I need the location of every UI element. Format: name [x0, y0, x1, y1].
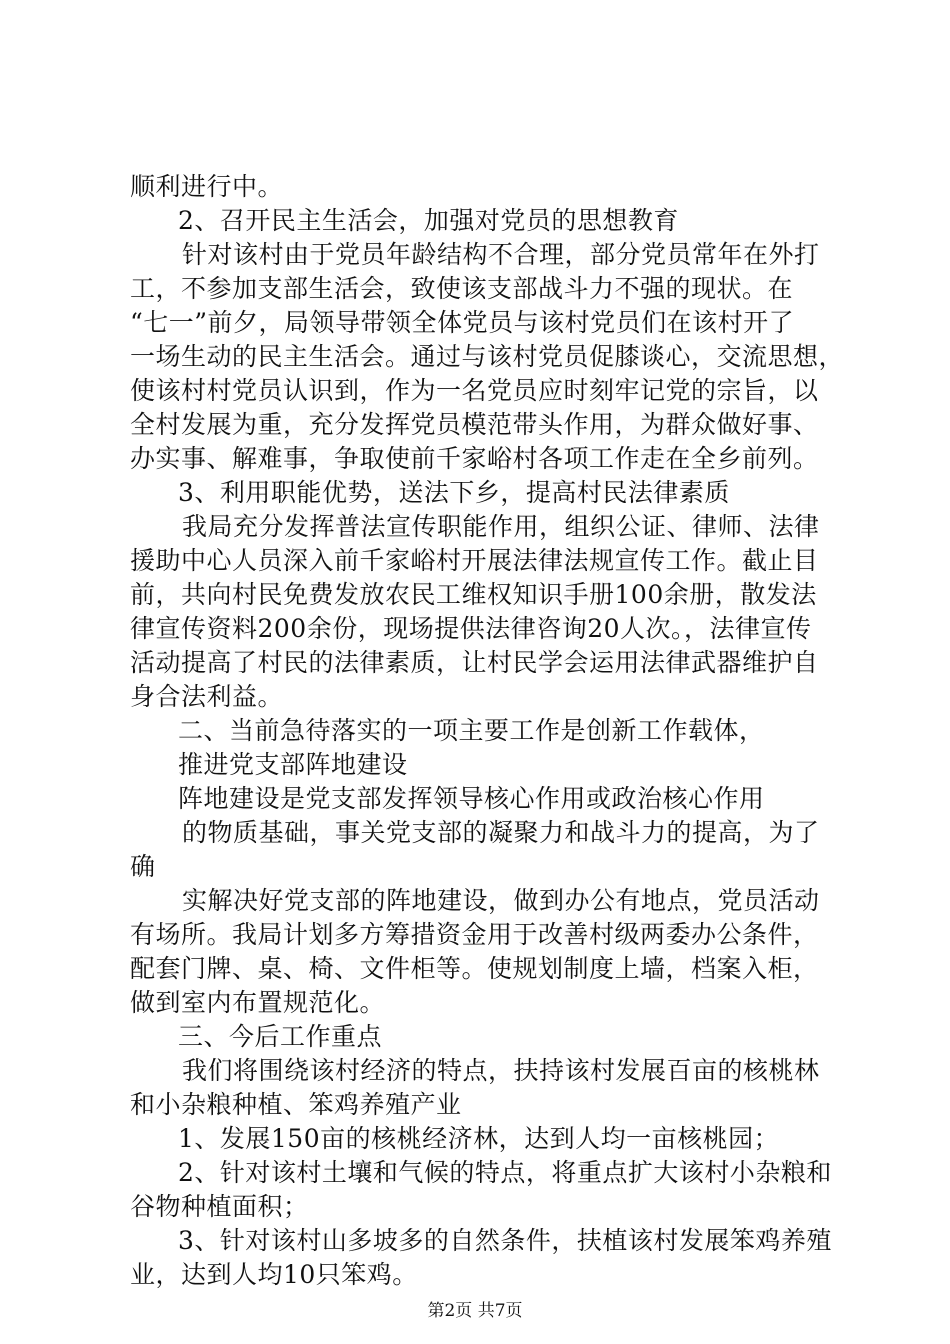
paragraph-line: 使该村村党员认识到，作为一名党员应时刻牢记党的宗旨，以 [130, 376, 819, 405]
paragraph-line: 身合法利益。 [130, 682, 284, 711]
paragraph-line: 律宣传资料200余份，现场提供法律咨询20人次。，法律宣传 [130, 614, 812, 643]
paragraph-line: “七一”前夕，局领导带领全体党员与该村党员们在该村开了 [130, 308, 795, 337]
paragraph-line: 我们将围绕该村经济的特点，扶持该村发展百亩的核桃林 [182, 1056, 820, 1085]
paragraph-line: 业，达到人均10只笨鸡。 [130, 1260, 418, 1289]
section-heading: 三、今后工作重点 [178, 1022, 383, 1051]
paragraph-line: 办实事、解难事，争取使前千家峪村各项工作走在全乡前列。 [130, 444, 819, 473]
section-heading: 3、利用职能优势，送法下乡，提高村民法律素质 [178, 478, 730, 507]
paragraph-line: 确 [130, 852, 156, 881]
paragraph-line: 前，共向村民免费发放农民工维权知识手册100余册，散发法 [130, 580, 817, 609]
paragraph-line: 谷物种植面积； [130, 1192, 309, 1221]
paragraph-line: 针对该村由于党员年龄结构不合理，部分党员常年在外打 [182, 240, 820, 269]
paragraph-line: 有场所。我局计划多方筹措资金用于改善村级两委办公条件， [130, 920, 819, 949]
list-item: 3、针对该村山多坡多的自然条件，扶植该村发展笨鸡养殖 [178, 1226, 832, 1255]
list-item: 1、发展150亩的核桃经济林，达到人均一亩核桃园； [178, 1124, 780, 1153]
paragraph-line: 的物质基础，事关党支部的凝聚力和战斗力的提高，为了 [182, 818, 820, 847]
paragraph-line: 全村发展为重，充分发挥党员模范带头作用，为群众做好事、 [130, 410, 819, 439]
paragraph-line: 阵地建设是党支部发挥领导核心作用或政治核心作用 [178, 784, 765, 813]
list-item: 2、针对该村土壤和气候的特点，将重点扩大该村小杂粮和 [178, 1158, 832, 1187]
section-heading: 2、召开民主生活会，加强对党员的思想教育 [178, 206, 679, 235]
paragraph-line: 工，不参加支部生活会，致使该支部战斗力不强的现状。在 [130, 274, 794, 303]
paragraph-line: 做到室内布置规范化。 [130, 988, 386, 1017]
paragraph-line: 顺利进行中。 [130, 172, 284, 201]
paragraph-line: 援助中心人员深入前千家峪村开展法律法规宣传工作。截止目 [130, 546, 819, 575]
paragraph-line: 配套门牌、桌、椅、文件柜等。使规划制度上墙，档案入柜， [130, 954, 819, 983]
paragraph-line: 一场生动的民主生活会。通过与该村党员促膝谈心，交流思想， [130, 342, 845, 371]
paragraph-line: 实解决好党支部的阵地建设，做到办公有地点，党员活动 [182, 886, 820, 915]
section-heading: 推进党支部阵地建设 [178, 750, 408, 779]
paragraph-line: 和小杂粮种植、笨鸡养殖产业 [130, 1090, 462, 1119]
paragraph-line: 活动提高了村民的法律素质，让村民学会运用法律武器维护自 [130, 648, 819, 677]
paragraph-line: 我局充分发挥普法宣传职能作用，组织公证、律师、法律 [182, 512, 820, 541]
page-number-footer: 第2页 共7页 [427, 1301, 523, 1321]
section-heading: 二、当前急待落实的一项主要工作是创新工作载体， [178, 716, 765, 745]
